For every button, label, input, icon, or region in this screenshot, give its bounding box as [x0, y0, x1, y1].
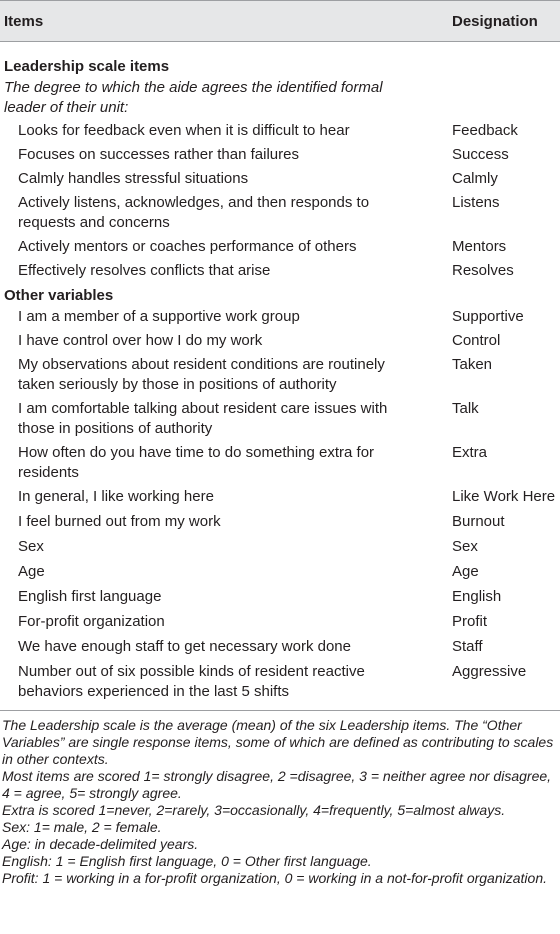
- table-row: [0, 169, 560, 193]
- table-row: [0, 237, 560, 261]
- footnote: Profit: 1 = working in a for-profit organization, 0 = working in a not-for-profit organization.: [2, 870, 547, 886]
- item-cell: Age: [18, 563, 45, 580]
- table-row: [0, 193, 560, 237]
- table-row: [0, 637, 560, 662]
- table-row: [0, 121, 560, 145]
- footnote: English: 1 = English first language, 0 = Other first language.: [2, 853, 372, 869]
- item-cell: How often do you have time to do something extra for residents: [18, 444, 375, 481]
- designation-cell: Success: [452, 146, 509, 163]
- item-cell: I feel burned out from my work: [18, 513, 221, 530]
- table-row: [0, 331, 560, 355]
- table-header: [0, 0, 560, 42]
- item-cell: In general, I like working here: [18, 488, 214, 505]
- table-row: [0, 355, 560, 399]
- item-cell: Sex: [18, 538, 44, 555]
- items-column-header: Items: [4, 12, 44, 30]
- designation-cell: Staff: [452, 638, 483, 655]
- table-row: [0, 399, 560, 443]
- designation-cell: Control: [452, 332, 501, 349]
- item-cell: Number out of six possible kinds of resident reactive behaviors experienced in the last 5 shifts: [18, 663, 365, 700]
- designation-cell: Talk: [452, 400, 479, 417]
- designation-cell: Taken: [452, 356, 493, 373]
- table-row: [0, 612, 560, 637]
- item-cell: Effectively resolves conflicts that arise: [18, 262, 271, 279]
- table-row: [0, 537, 560, 562]
- designation-cell: Age: [452, 563, 479, 580]
- table-row: [0, 562, 560, 587]
- table-row: [0, 512, 560, 537]
- item-cell: Actively mentors or coaches performance of others: [18, 238, 357, 255]
- item-cell: English first language: [18, 588, 162, 605]
- other-section-title: Other variables: [4, 287, 114, 304]
- item-cell: For-profit organization: [18, 613, 165, 630]
- table-row: [0, 487, 560, 512]
- item-cell: I have control over how I do my work: [18, 332, 263, 349]
- designation-column-header: Designation: [452, 12, 538, 30]
- footnote: Extra is scored 1=never, 2=rarely, 3=occasionally, 4=frequently, 5=almost always.: [2, 802, 506, 818]
- designation-cell: Feedback: [452, 122, 518, 139]
- designation-cell: Calmly: [452, 170, 498, 187]
- leadership-section-description: The degree to which the aide agrees the identified formal leader of their unit:: [4, 79, 383, 116]
- item-cell: Focuses on successes rather than failures: [18, 146, 299, 163]
- designation-cell: Like Work Here: [452, 488, 556, 505]
- item-cell: Looks for feedback even when it is difficult to hear: [18, 122, 350, 139]
- designation-cell: Aggressive: [452, 663, 527, 680]
- designation-cell: Mentors: [452, 238, 507, 255]
- table-body: [0, 42, 560, 707]
- designation-cell: Supportive: [452, 308, 524, 325]
- leadership-section-title: Leadership scale items: [4, 58, 170, 75]
- table-row: [0, 443, 560, 487]
- table-row: [0, 261, 560, 285]
- designation-cell: Resolves: [452, 262, 514, 279]
- item-cell: My observations about resident conditions are routinely taken seriously by those in positions of authority: [18, 356, 385, 393]
- designation-cell: English: [452, 588, 502, 605]
- table-footnotes: [0, 717, 560, 887]
- designation-cell: Sex: [452, 538, 478, 555]
- footnote: Age: in decade-delimited years.: [2, 836, 199, 852]
- table-row: [0, 145, 560, 169]
- footnote: Sex: 1= male, 2 = female.: [2, 819, 162, 835]
- table-row: [0, 587, 560, 612]
- item-cell: I am comfortable talking about resident care issues with those in positions of authority: [18, 400, 388, 437]
- footnote: Most items are scored 1= strongly disagree, 2 =disagree, 3 = neither agree nor disagree, 4 = agree, 5= strongly agree.: [2, 768, 552, 801]
- table-row: [0, 662, 560, 707]
- item-cell: Actively listens, acknowledges, and then responds to requests and concerns: [18, 194, 370, 231]
- designation-cell: Listens: [452, 194, 500, 211]
- designation-cell: Profit: [452, 613, 488, 630]
- footnote: The Leadership scale is the average (mean) of the six Leadership items. The “Other Variables” are single response items, some of which are defined as contributing to scales in other contexts.: [2, 717, 554, 767]
- item-cell: I am a member of a supportive work group: [18, 308, 300, 325]
- table-divider: [0, 710, 560, 711]
- designation-cell: Burnout: [452, 513, 505, 530]
- designation-cell: Extra: [452, 444, 488, 461]
- item-cell: Calmly handles stressful situations: [18, 170, 249, 187]
- item-cell: We have enough staff to get necessary work done: [18, 638, 351, 655]
- table-row: [0, 307, 560, 331]
